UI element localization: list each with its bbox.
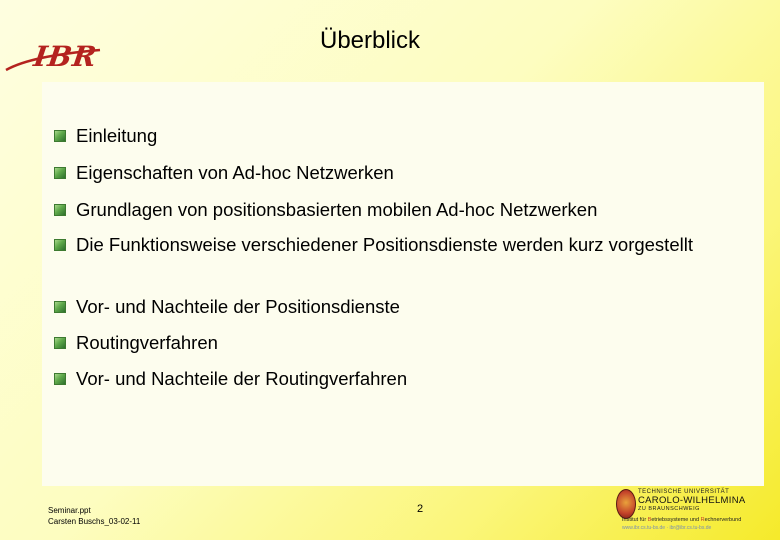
green-square-bullet-icon — [54, 167, 66, 179]
bullet-text: Vor- und Nachteile der Positionsdienste — [76, 296, 400, 317]
bullet-text: Vor- und Nachteile der Routingverfahren — [76, 368, 408, 389]
bullet-item — [54, 197, 744, 223]
bullet-item — [54, 160, 744, 186]
bullet-item — [54, 330, 744, 356]
bullet-text: Routingverfahren — [76, 332, 218, 353]
bullet-text: Die Funktionsweise verschiedener Positionsdienste werden kurz vorgestellt — [76, 234, 693, 255]
bullet-item — [54, 294, 744, 320]
green-square-bullet-icon — [54, 204, 66, 216]
ibr-logo-text: IBR — [31, 40, 100, 73]
institute-name-part: Institut für — [622, 517, 648, 523]
institute-contact: www.ibr.cs.tu-bs.de · ibr@ibr.cs.tu-bs.de — [622, 525, 712, 531]
page-number: 2 — [416, 503, 424, 515]
university-line-3: ZU BRAUNSCHWEIG — [638, 506, 700, 512]
footer-filename: Seminar.ppt — [48, 506, 91, 515]
bullet-text: Grundlagen von positionsbasierten mobilen Ad-hoc Netzwerken — [76, 199, 598, 220]
slide-title: Überblick — [319, 27, 421, 54]
footer-author-date: Carsten Buschs_03-02-11 — [48, 517, 141, 526]
university-line-2: CAROLO-WILHELMINA — [638, 495, 746, 506]
footer-info — [48, 505, 140, 527]
green-square-bullet-icon — [54, 130, 66, 142]
institute-initial-r: R — [700, 517, 705, 523]
institute-name-part: echnerverbund — [704, 517, 742, 523]
green-square-bullet-icon — [54, 373, 66, 385]
institute-initial-b: B — [647, 517, 652, 523]
bullet-item — [54, 232, 744, 258]
bullet-text: Einleitung — [76, 125, 158, 146]
green-square-bullet-icon — [54, 301, 66, 313]
institute-name-part: etriebssysteme und — [651, 517, 701, 523]
tu-braunschweig-logo — [616, 489, 776, 535]
bullet-item — [54, 366, 744, 392]
bullet-text: Eigenschaften von Ad-hoc Netzwerken — [76, 162, 394, 183]
university-seal-icon — [616, 489, 636, 519]
bullet-item — [54, 123, 744, 149]
university-line-1: TECHNISCHE UNIVERSITÄT — [638, 489, 730, 495]
green-square-bullet-icon — [54, 239, 66, 251]
institute-name — [622, 517, 741, 523]
content-panel — [42, 82, 764, 486]
green-square-bullet-icon — [54, 337, 66, 349]
